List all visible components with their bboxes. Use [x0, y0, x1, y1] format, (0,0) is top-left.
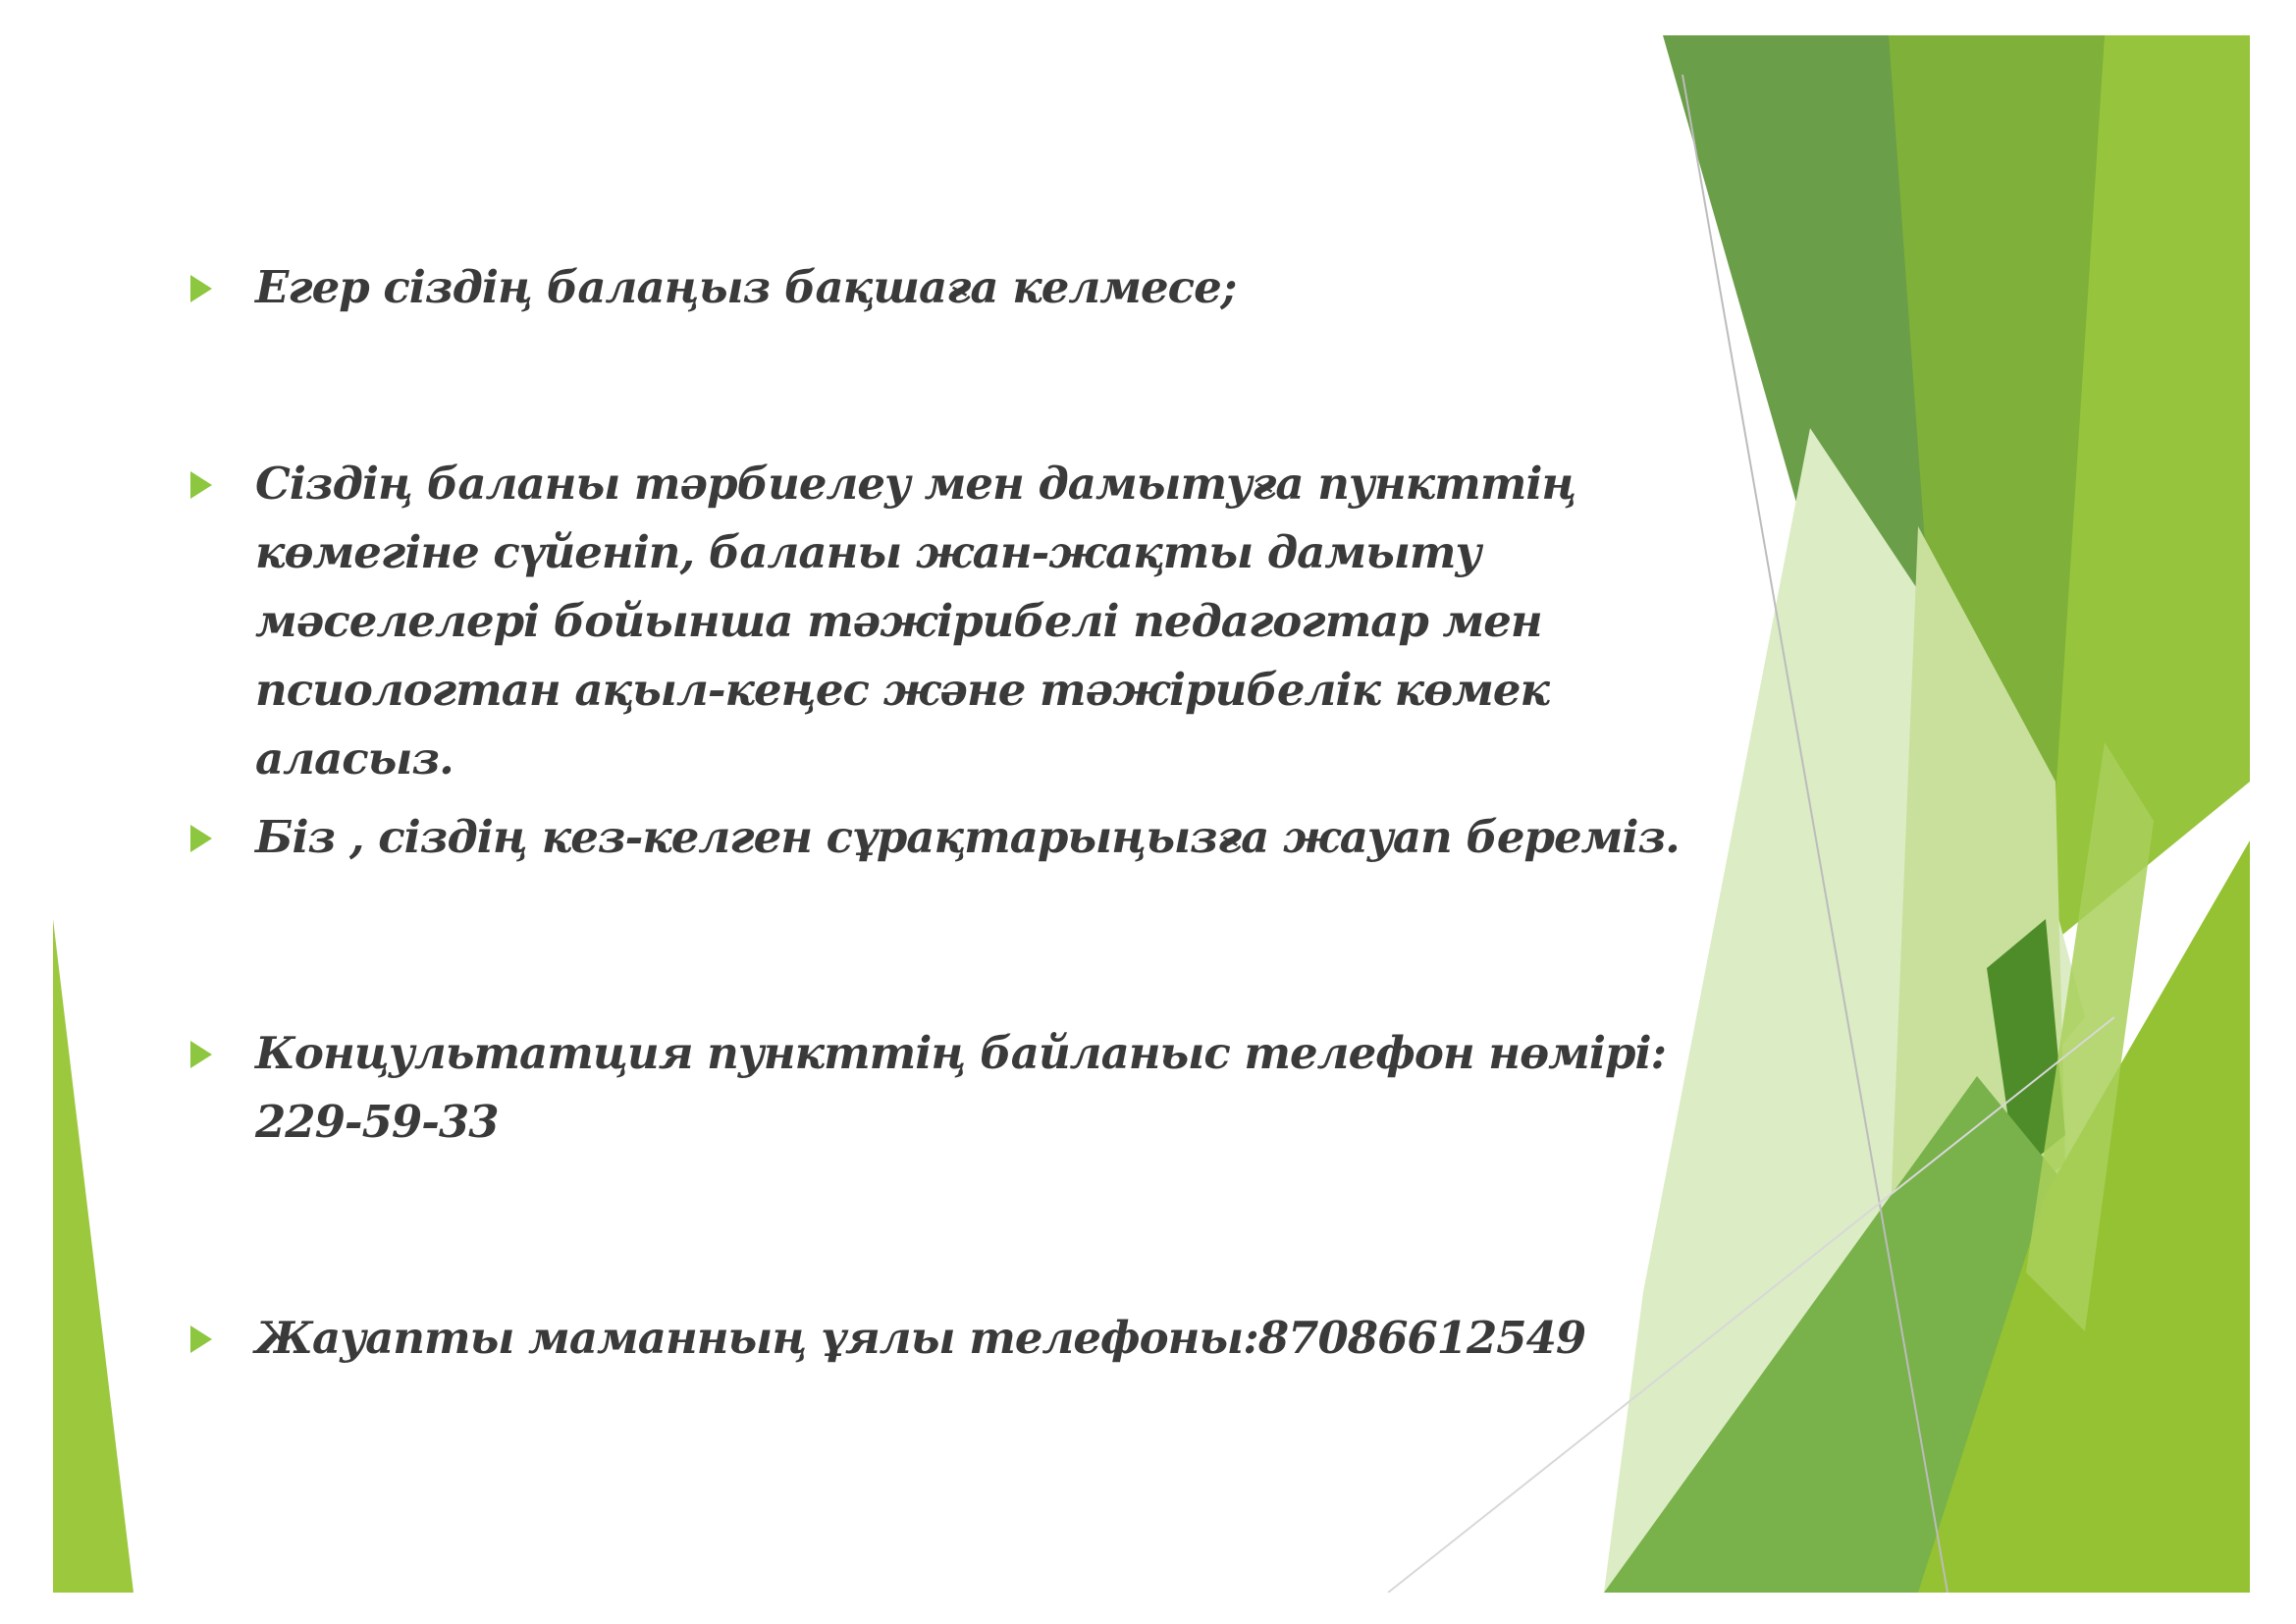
bullet-arrow-icon — [190, 471, 212, 499]
bullet-item-questions — [190, 803, 1702, 872]
bullet-list — [190, 253, 1702, 1373]
bullet-item-kindergarten — [190, 253, 1702, 322]
left-green-sliver — [53, 919, 133, 1593]
bullet-text: Біз , сіздің кез-келген сұрақтарыңызға жауап береміз. — [255, 811, 1680, 863]
bullet-item-mobile — [190, 1304, 1702, 1373]
bullet-arrow-icon — [190, 1326, 212, 1353]
bullet-item-phone — [190, 1019, 1702, 1157]
bullet-arrow-icon — [190, 825, 212, 852]
bullet-arrow-icon — [190, 275, 212, 302]
bullet-item-consultation-help — [190, 450, 1702, 793]
bullet-text: Егер сіздің балаңыз бақшаға келмесе; — [255, 261, 1237, 313]
bullet-text: Концультатция пункттің байланыс телефон нөмірі: 229-59-33 — [255, 1027, 1667, 1148]
bullet-text: Сіздің баланы тәрбиелеу мен дамытуға пункттің көмегіне сүйеніп, баланы жан-жақты дамыту мәселелері бойынша тәжірибелі педагогтар мен псиологтан ақыл-кеңес және тәжірибелік көмек аласыз. — [255, 458, 1576, 785]
bullet-text: Жауапты маманның ұялы телефоны:87086612549 — [255, 1312, 1586, 1364]
presentation-slide — [53, 35, 2250, 1593]
bullet-arrow-icon — [190, 1041, 212, 1068]
